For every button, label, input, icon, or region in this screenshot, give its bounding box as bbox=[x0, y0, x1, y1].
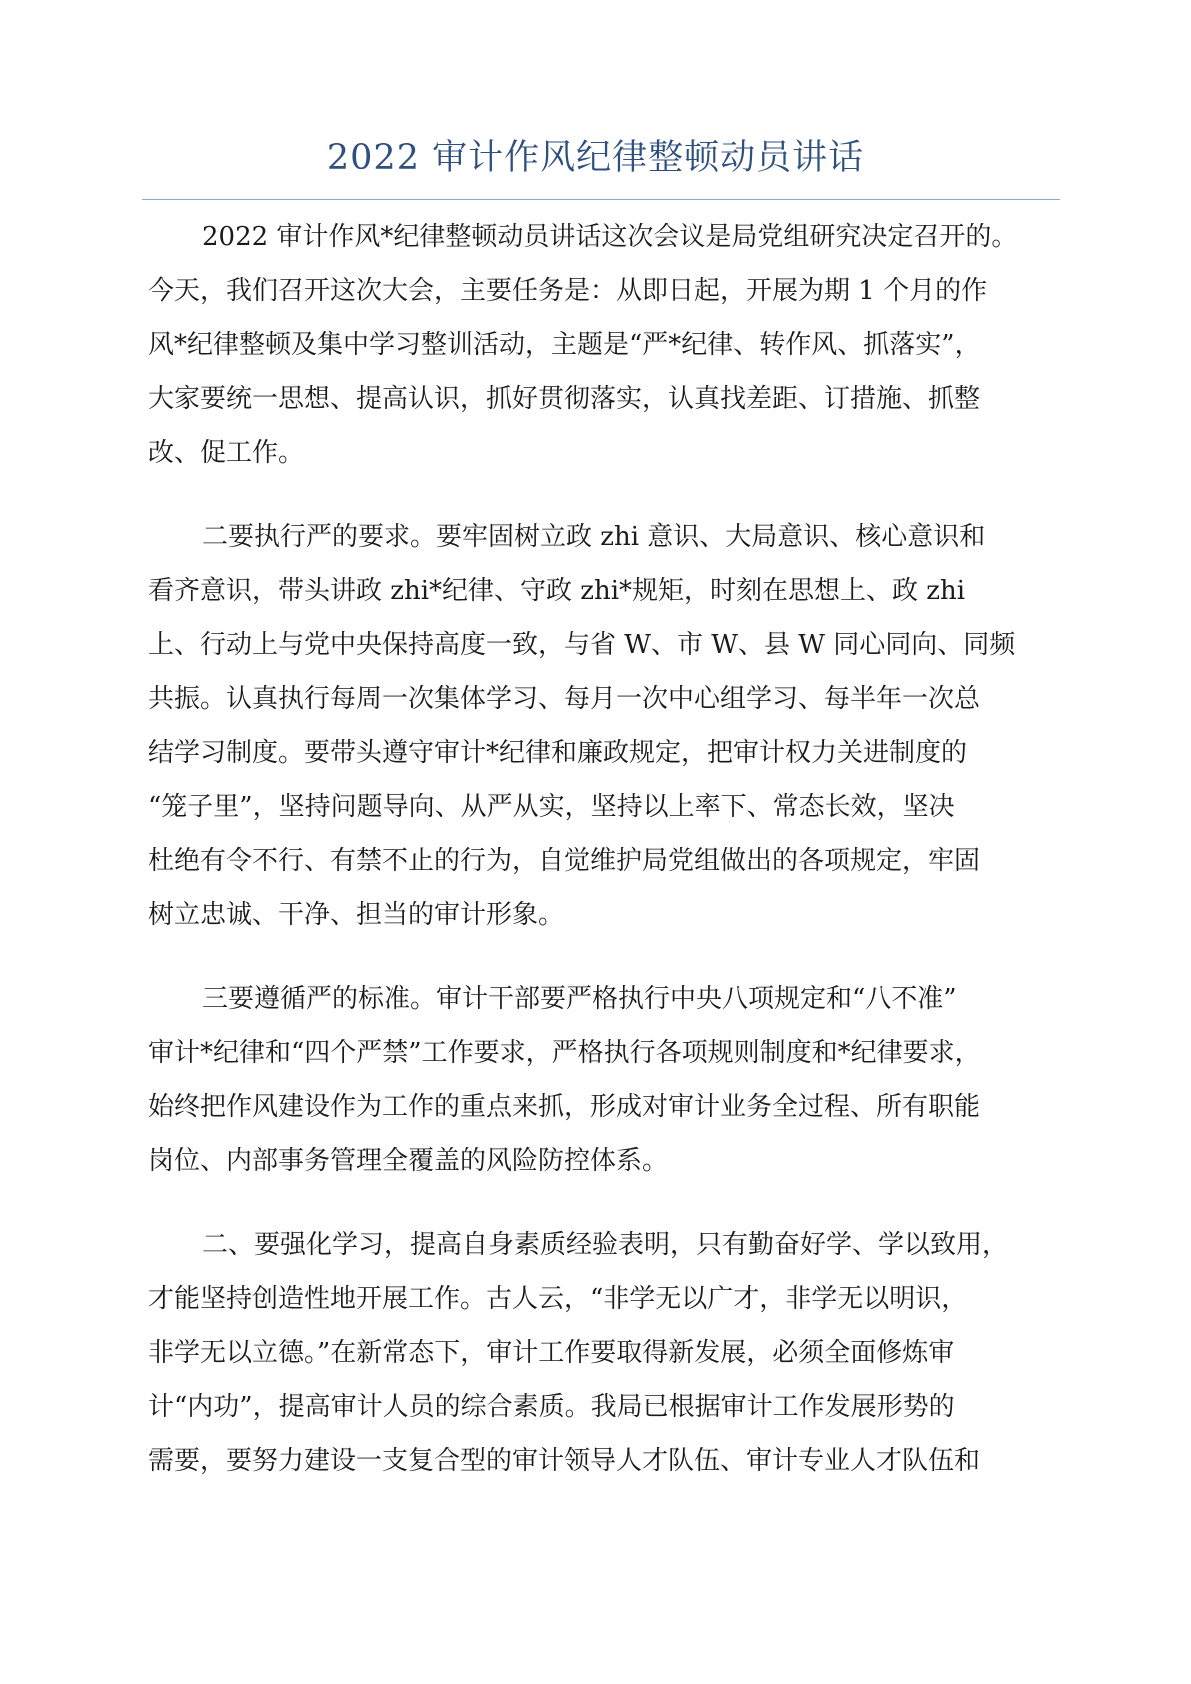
paragraph-2 bbox=[148, 510, 1060, 942]
text-line: 始终把作风建设作为工作的重点来抓，形成对审计业务全过程、所有职能 bbox=[148, 1092, 981, 1122]
paragraph-4 bbox=[148, 1218, 1060, 1488]
text-line: 审计*纪律和“四个严禁”工作要求，严格执行各项规则制度和*纪律要求， bbox=[148, 1038, 981, 1068]
text-line: 岗位、内部事务管理全覆盖的风险防控体系。 bbox=[148, 1146, 669, 1176]
text-line: 看齐意识，带头讲政 zhi*纪律、守政 zhi*规矩，时刻在思想上、政 zhi bbox=[148, 576, 966, 606]
text-line: 今天，我们召开这次大会，主要任务是：从即日起，开展为期 1 个月的作 bbox=[148, 276, 988, 306]
text-line: 上、行动上与党中央保持高度一致，与省 W、市 W、县 W 同心同向、同频 bbox=[148, 630, 1016, 660]
text-line: 树立忠诚、干净、担当的审计形象。 bbox=[148, 900, 565, 930]
text-line: 结学习制度。要带头遵守审计*纪律和廉政规定，把审计权力关进制度的 bbox=[148, 738, 968, 768]
text-line: 三要遵循严的标准。审计干部要严格执行中央八项规定和“八不准” bbox=[202, 984, 957, 1014]
paragraph-3 bbox=[148, 972, 1060, 1188]
text-line: 非学无以立德。”在新常态下，审计工作要取得新发展，必须全面修炼审 bbox=[148, 1338, 955, 1368]
title-divider bbox=[142, 199, 1060, 200]
text-line: 大家要统一思想、提高认识，抓好贯彻落实，认真找差距、订措施、抓整 bbox=[148, 384, 981, 414]
text-line: 二要执行严的要求。要牢固树立政 zhi 意识、大局意识、核心意识和 bbox=[202, 522, 986, 552]
text-line: 杜绝有令不行、有禁不止的行为，自觉维护局党组做出的各项规定，牢固 bbox=[148, 846, 981, 876]
text-line: “笼子里”，坚持问题导向、从严从实，坚持以上率下、常态长效，坚决 bbox=[148, 792, 955, 822]
text-line: 风*纪律整顿及集中学习整训活动，主题是“严*纪律、转作风、抓落实”， bbox=[148, 330, 981, 360]
paragraph-1 bbox=[148, 210, 1060, 480]
text-line: 才能坚持创造性地开展工作。古人云，“非学无以广才，非学无以明识， bbox=[148, 1284, 968, 1314]
text-line: 共振。认真执行每周一次集体学习、每月一次中心组学习、每半年一次总 bbox=[148, 684, 981, 714]
text-line: 改、促工作。 bbox=[148, 438, 305, 468]
text-line: 计“内功”，提高审计人员的综合素质。我局已根据审计工作发展形势的 bbox=[148, 1392, 955, 1422]
text-line: 2022 审计作风*纪律整顿动员讲话这次会议是局党组研究决定召开的。 bbox=[202, 222, 1018, 252]
text-line: 二、要强化学习，提高自身素质经验表明，只有勤奋好学、学以致用， bbox=[202, 1230, 1009, 1260]
document-title: 2022 审计作风纪律整顿动员讲话 bbox=[326, 138, 865, 178]
text-line: 需要，要努力建设一支复合型的审计领导人才队伍、审计专业人才队伍和 bbox=[148, 1446, 981, 1476]
